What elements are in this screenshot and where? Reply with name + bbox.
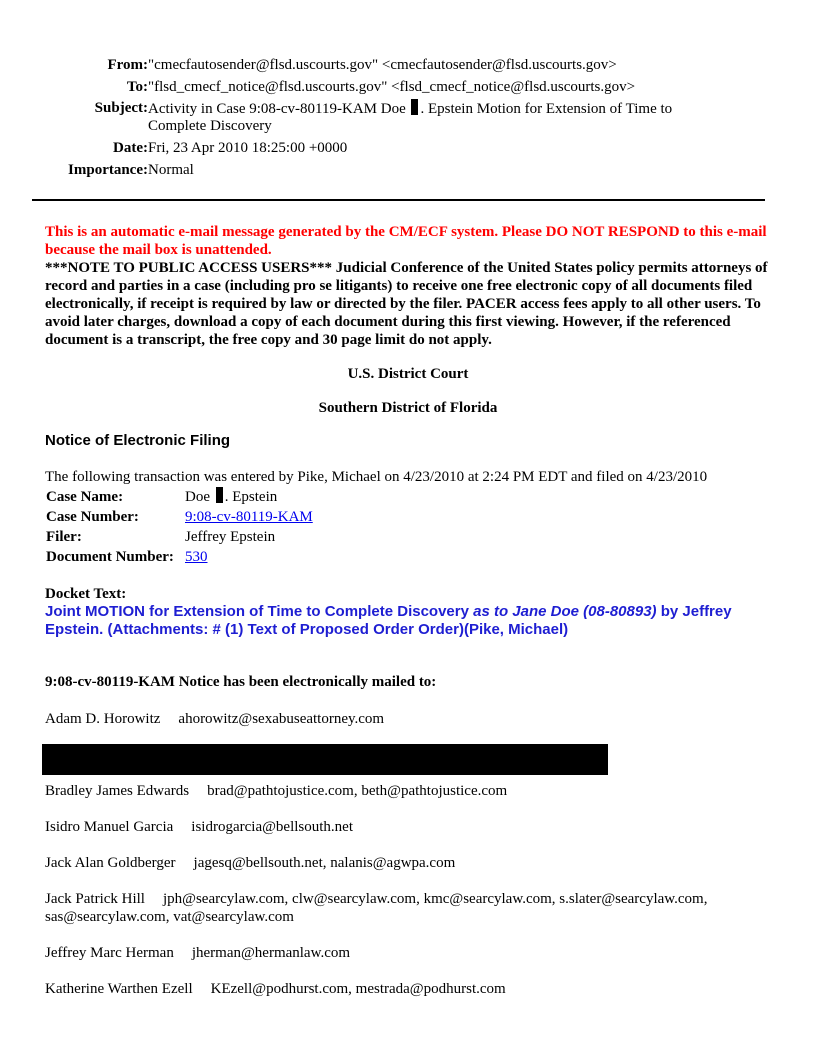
recipient-entry: [45, 944, 775, 962]
to-value: "flsd_cmecf_notice@flsd.uscourts.gov" <flsd_cmecf_notice@flsd.uscourts.gov>: [148, 79, 636, 95]
auto-message-warning: This is an automatic e-mail message generated by the CM/ECF system. Please DO NOT RESPOND to this e-mail because the mail box is unattended.: [45, 224, 767, 258]
case-name-part2: . Epstein: [224, 489, 278, 505]
mailed-to-heading: 9:08-cv-80119-KAM Notice has been electronically mailed to:: [45, 674, 437, 690]
subject-value: [148, 99, 748, 118]
case-number-link[interactable]: 9:08-cv-80119-KAM: [185, 509, 313, 525]
from-label: From:: [107, 57, 148, 73]
recipient-name: Jack Alan Goldberger: [45, 855, 176, 871]
recipient-emails: jherman@hermanlaw.com: [191, 945, 351, 961]
recipient-entry: [45, 854, 775, 872]
docket-text-label: Docket Text:: [45, 586, 127, 602]
from-row: [0, 56, 148, 74]
case-name-value: [185, 487, 277, 507]
transaction-line: The following transaction was entered by Pike, Michael on 4/23/2010 at 2:24 PM EDT and filed on 4/23/2010: [45, 469, 708, 485]
to-row: [0, 78, 148, 96]
recipient-emails: KEzell@podhurst.com, mestrada@podhurst.com: [210, 981, 506, 997]
importance-row: [0, 161, 148, 179]
redaction-mark: [411, 99, 418, 115]
subject-value-line2: Complete Discovery: [148, 118, 272, 134]
filer-value: Jeffrey Epstein: [185, 529, 276, 545]
docket-text: [45, 603, 765, 639]
docket-text-part1: Joint MOTION for Extension of Time to Complete Discovery: [45, 603, 474, 620]
redaction-mark: [216, 487, 223, 503]
recipient-name: Bradley James Edwards: [45, 783, 190, 799]
subject-text-end: . Epstein Motion for Extension of Time to: [420, 101, 673, 117]
subject-text-start: Activity in Case 9:08-cv-80119-KAM Doe: [148, 101, 406, 117]
recipient-entry: [45, 980, 775, 998]
recipient-emails: jph@searcylaw.com, clw@searcylaw.com, kmc@searcylaw.com, s.slater@searcylaw.com, sas@searcylaw.com, vat@searcylaw.com: [45, 891, 708, 925]
case-name-part1: Doe: [185, 489, 210, 505]
recipient-name: Isidro Manuel Garcia: [45, 819, 174, 835]
recipient-name: Katherine Warthen Ezell: [45, 981, 193, 997]
recipient-emails: brad@pathtojustice.com, beth@pathtojustice.com: [207, 783, 508, 799]
date-row: [0, 139, 148, 157]
from-value: "cmecfautosender@flsd.uscourts.gov" <cmecfautosender@flsd.uscourts.gov>: [148, 57, 617, 73]
to-label: To:: [126, 79, 148, 95]
district-name: Southern District of Florida: [318, 400, 498, 416]
filer-label: Filer:: [46, 529, 82, 545]
recipient-entry: [45, 782, 775, 800]
date-value: Fri, 23 Apr 2010 18:25:00 +0000: [148, 140, 348, 156]
header-divider: [32, 199, 765, 201]
recipient-emails: ahorowitz@sexabuseattorney.com: [178, 711, 385, 727]
subject-label: Subject:: [94, 100, 148, 116]
court-name: U.S. District Court: [347, 366, 469, 382]
recipient-emails: isidrogarcia@bellsouth.net: [191, 819, 353, 835]
recipient-name: Adam D. Horowitz: [45, 711, 161, 727]
date-label: Date:: [113, 140, 148, 156]
subject-row: [0, 99, 148, 117]
docket-text-part2: by Jeffrey Epstein. (Attachments: # (1) Text of Proposed Order Order)(Pike, Michael): [45, 603, 732, 638]
docket-text-italic: as to Jane Doe (08-80893): [473, 603, 657, 620]
public-access-note: ***NOTE TO PUBLIC ACCESS USERS*** Judicial Conference of the United States policy permits attorneys of record and parties in a case (including pro se litigants) to receive one free electronic copy of all documents filed electronically, if receipt is required by law or directed by the filer. PACER access fees apply to all other users. To avoid later charges, download a copy of each document during this first viewing. However, if the referenced document is a transcript, the free copy and 30 page limit do not apply.: [45, 260, 768, 348]
document-number-link[interactable]: 530: [185, 549, 208, 565]
document-number-label: Document Number:: [46, 549, 174, 565]
importance-label: Importance:: [68, 162, 148, 178]
recipient-entry: [45, 890, 775, 926]
importance-value: Normal: [148, 162, 194, 178]
recipient-name: Jeffrey Marc Herman: [45, 945, 174, 961]
redaction-bar: [42, 744, 608, 775]
recipient-entry: [45, 818, 775, 836]
case-number-label: Case Number:: [46, 509, 139, 525]
recipient-emails: jagesq@bellsouth.net, nalanis@agwpa.com: [193, 855, 456, 871]
notice-title: Notice of Electronic Filing: [45, 432, 231, 449]
recipient-entry: [45, 710, 775, 728]
recipient-name: Jack Patrick Hill: [45, 891, 145, 907]
case-name-label: Case Name:: [46, 489, 124, 505]
